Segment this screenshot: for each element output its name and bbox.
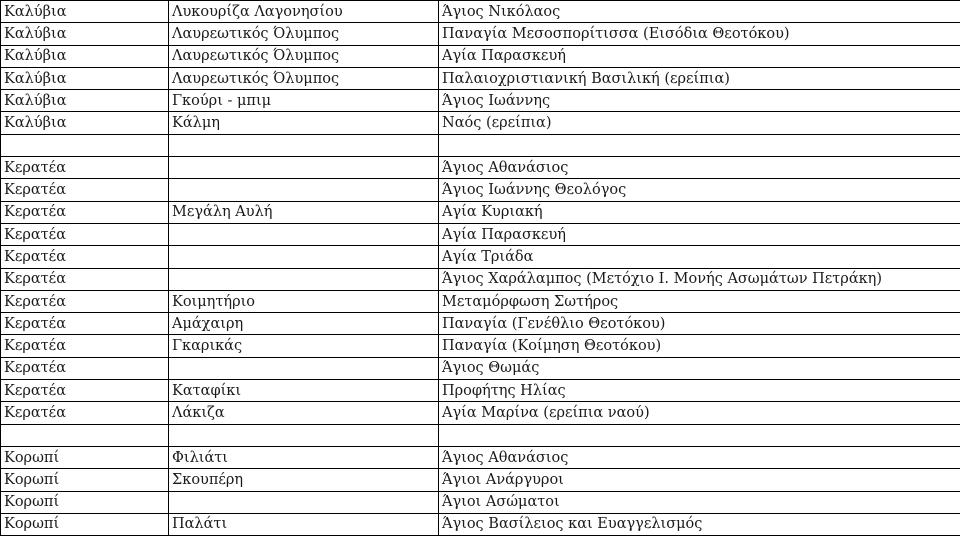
church-cell: Άγιοι Ασώματοι	[439, 491, 960, 513]
municipality-cell: Κερατέα	[1, 157, 169, 179]
municipality-cell	[1, 424, 169, 446]
church-cell: Μεταμόρφωση Σωτήρος	[439, 290, 960, 312]
table-row	[1, 201, 960, 223]
church-cell: Άγιος Ιωάννης	[439, 90, 960, 112]
municipality-cell: Κορωπί	[1, 469, 169, 491]
municipality-cell: Καλύβια	[1, 45, 169, 67]
table-row	[1, 246, 960, 268]
location-cell: Μεγάλη Αυλή	[169, 201, 439, 223]
table-body	[1, 1, 960, 536]
municipality-cell: Καλύβια	[1, 1, 169, 23]
table-row	[1, 513, 960, 535]
church-cell: Άγιος Θωμάς	[439, 357, 960, 379]
location-cell	[169, 268, 439, 290]
church-cell: Άγιοι Ανάργυροι	[439, 469, 960, 491]
location-cell	[169, 357, 439, 379]
location-cell: Γκούρι - μπιμ	[169, 90, 439, 112]
municipality-cell: Κερατέα	[1, 335, 169, 357]
municipality-cell: Κορωπί	[1, 491, 169, 513]
municipality-cell: Κορωπί	[1, 513, 169, 535]
municipality-cell: Κερατέα	[1, 313, 169, 335]
church-cell: Άγιος Νικόλαος	[439, 1, 960, 23]
table-row	[1, 357, 960, 379]
church-cell	[439, 424, 960, 446]
municipality-cell: Κερατέα	[1, 268, 169, 290]
municipality-cell: Κερατέα	[1, 223, 169, 245]
table-row	[1, 402, 960, 424]
location-cell: Λυκουρίζα Λαγονησίου	[169, 1, 439, 23]
location-cell: Λάκιζα	[169, 402, 439, 424]
table-row	[1, 313, 960, 335]
location-cell: Λαυρεωτικός Όλυμπος	[169, 67, 439, 89]
table-row	[1, 157, 960, 179]
municipality-cell: Κερατέα	[1, 380, 169, 402]
location-cell: Αμάχαιρη	[169, 313, 439, 335]
municipality-cell: Κορωπί	[1, 446, 169, 468]
location-cell	[169, 157, 439, 179]
church-cell: Προφήτης Ηλίας	[439, 380, 960, 402]
municipality-cell: Κερατέα	[1, 246, 169, 268]
location-cell: Καταφίκι	[169, 380, 439, 402]
location-cell: Κοιμητήριο	[169, 290, 439, 312]
church-cell: Παναγία Μεσοσπορίτισσα (Εισόδια Θεοτόκου)	[439, 23, 960, 45]
church-cell: Αγία Τριάδα	[439, 246, 960, 268]
church-cell: Άγιος Χαράλαμπος (Μετόχιο Ι. Μονής Ασωμάτων Πετράκη)	[439, 268, 960, 290]
location-cell	[169, 491, 439, 513]
municipality-cell: Κερατέα	[1, 290, 169, 312]
table-row	[1, 380, 960, 402]
church-cell: Αγία Κυριακή	[439, 201, 960, 223]
church-cell: Άγιος Βασίλειος και Ευαγγελισμός	[439, 513, 960, 535]
table-row	[1, 1, 960, 23]
church-cell: Άγιος Ιωάννης Θεολόγος	[439, 179, 960, 201]
municipality-cell	[1, 134, 169, 156]
location-cell	[169, 179, 439, 201]
location-cell: Γκαρικάς	[169, 335, 439, 357]
table-row	[1, 469, 960, 491]
municipality-cell: Καλύβια	[1, 112, 169, 134]
table-row	[1, 268, 960, 290]
location-cell: Παλάτι	[169, 513, 439, 535]
location-cell	[169, 223, 439, 245]
location-cell: Σκουπέρη	[169, 469, 439, 491]
table-row	[1, 424, 960, 446]
municipality-cell: Κερατέα	[1, 201, 169, 223]
municipality-cell: Καλύβια	[1, 90, 169, 112]
location-cell	[169, 246, 439, 268]
municipality-cell: Κερατέα	[1, 179, 169, 201]
location-cell: Φιλιάτι	[169, 446, 439, 468]
church-cell: Αγία Παρασκευή	[439, 45, 960, 67]
table-row	[1, 290, 960, 312]
church-cell: Παλαιοχριστιανική Βασιλική (ερείπια)	[439, 67, 960, 89]
church-cell: Αγία Παρασκευή	[439, 223, 960, 245]
location-cell: Λαυρεωτικός Όλυμπος	[169, 45, 439, 67]
church-cell: Παναγία (Κοίμηση Θεοτόκου)	[439, 335, 960, 357]
municipality-cell: Καλύβια	[1, 23, 169, 45]
table-row	[1, 179, 960, 201]
table-row	[1, 112, 960, 134]
table-row	[1, 491, 960, 513]
church-cell: Ναός (ερείπια)	[439, 112, 960, 134]
table-row	[1, 45, 960, 67]
municipality-cell: Κερατέα	[1, 357, 169, 379]
table-row	[1, 335, 960, 357]
location-cell	[169, 424, 439, 446]
church-cell: Άγιος Αθανάσιος	[439, 157, 960, 179]
table-row	[1, 90, 960, 112]
table-row	[1, 446, 960, 468]
municipality-cell: Κερατέα	[1, 402, 169, 424]
church-cell: Παναγία (Γενέθλιο Θεοτόκου)	[439, 313, 960, 335]
church-cell	[439, 134, 960, 156]
municipality-cell: Καλύβια	[1, 67, 169, 89]
church-cell: Άγιος Αθανάσιος	[439, 446, 960, 468]
church-cell: Αγία Μαρίνα (ερείπια ναού)	[439, 402, 960, 424]
table-row	[1, 223, 960, 245]
location-cell	[169, 134, 439, 156]
table-row	[1, 67, 960, 89]
table-row	[1, 134, 960, 156]
table-row	[1, 23, 960, 45]
location-cell: Λαυρεωτικός Όλυμπος	[169, 23, 439, 45]
location-cell: Κάλμη	[169, 112, 439, 134]
